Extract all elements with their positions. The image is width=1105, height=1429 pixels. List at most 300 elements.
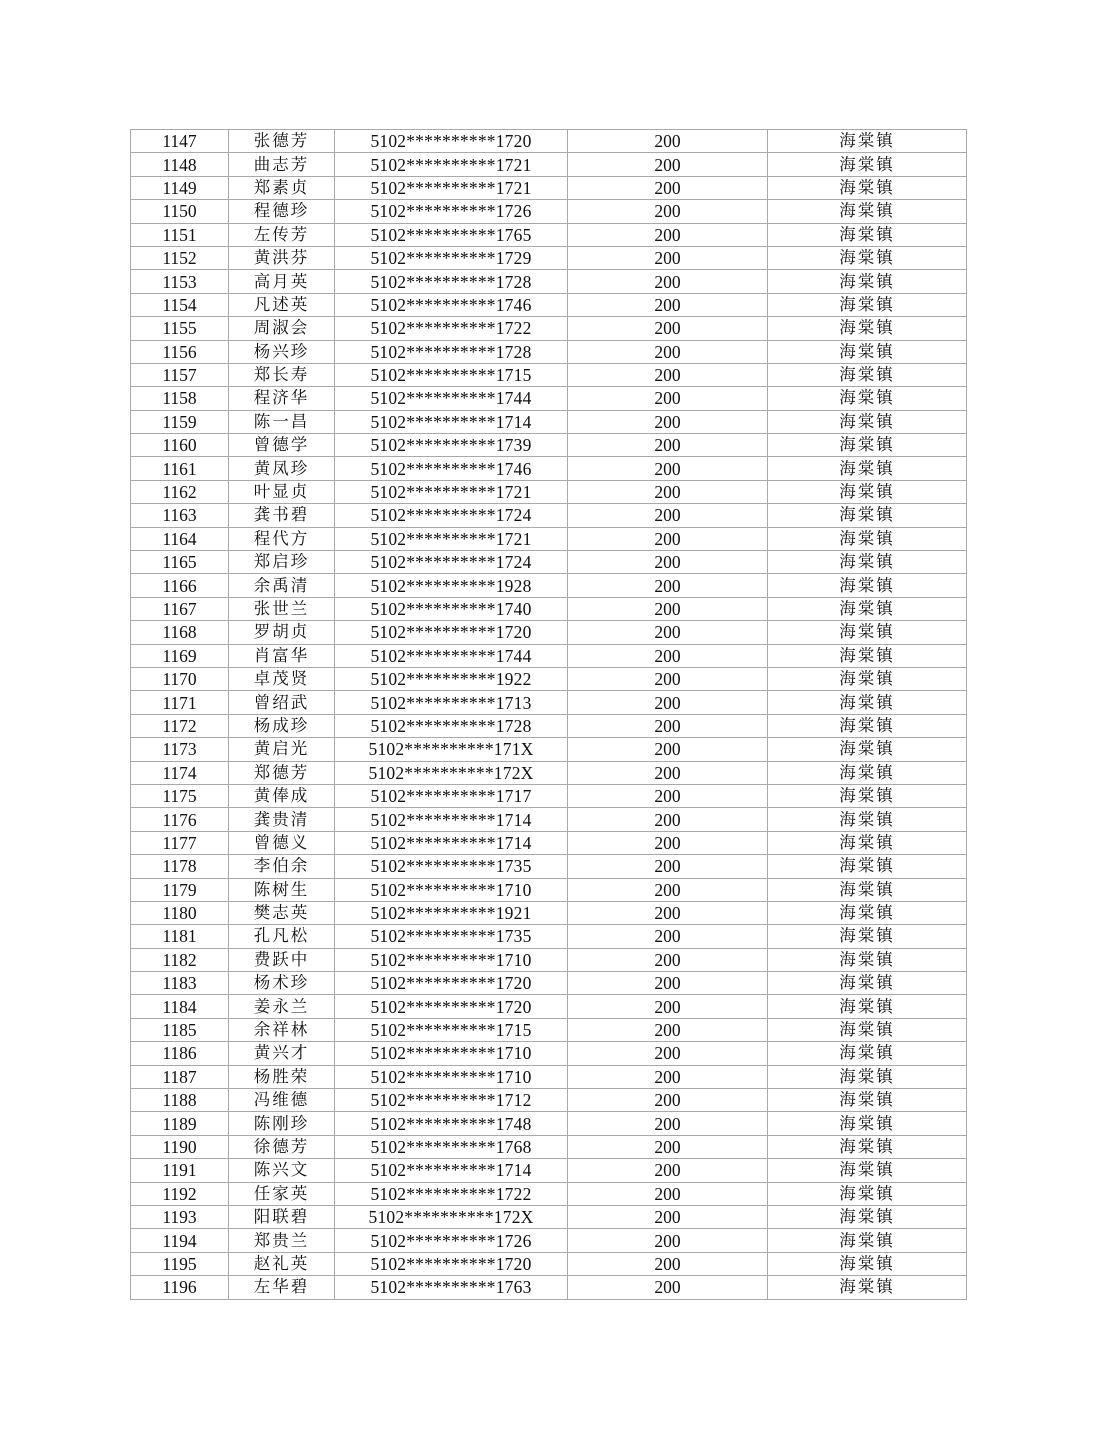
id-number-cell: 5102**********1715 (335, 1018, 568, 1041)
table-row (131, 574, 967, 597)
table-row (131, 714, 967, 737)
table-row (131, 901, 967, 924)
row-number-cell: 1187 (131, 1065, 229, 1088)
row-number-cell: 1168 (131, 621, 229, 644)
table-row (131, 1159, 967, 1182)
row-number-cell: 1149 (131, 176, 229, 199)
town-cell: 海棠镇 (768, 246, 967, 269)
amount-cell: 200 (568, 925, 768, 948)
row-number-cell: 1194 (131, 1229, 229, 1252)
amount-cell: 200 (568, 200, 768, 223)
row-number-cell: 1185 (131, 1018, 229, 1041)
row-number-cell: 1178 (131, 855, 229, 878)
amount-cell: 200 (568, 223, 768, 246)
row-number-cell: 1189 (131, 1112, 229, 1135)
id-number-cell: 5102**********1763 (335, 1276, 568, 1299)
id-number-cell: 5102**********1724 (335, 551, 568, 574)
row-number-cell: 1166 (131, 574, 229, 597)
person-name-cell: 龚贵清 (229, 808, 335, 831)
row-number-cell: 1190 (131, 1135, 229, 1158)
row-number-cell: 1152 (131, 246, 229, 269)
amount-cell: 200 (568, 387, 768, 410)
town-cell: 海棠镇 (768, 317, 967, 340)
person-name-cell: 高月英 (229, 270, 335, 293)
person-name-cell: 张世兰 (229, 597, 335, 620)
town-cell: 海棠镇 (768, 761, 967, 784)
row-number-cell: 1147 (131, 130, 229, 153)
roster-table-container (130, 129, 966, 1300)
town-cell: 海棠镇 (768, 621, 967, 644)
amount-cell: 200 (568, 1089, 768, 1112)
id-number-cell: 5102**********172X (335, 761, 568, 784)
town-cell: 海棠镇 (768, 551, 967, 574)
person-name-cell: 叶显贞 (229, 480, 335, 503)
town-cell: 海棠镇 (768, 480, 967, 503)
amount-cell: 200 (568, 551, 768, 574)
table-row (131, 480, 967, 503)
person-name-cell: 陈一昌 (229, 410, 335, 433)
town-cell: 海棠镇 (768, 738, 967, 761)
row-number-cell: 1173 (131, 738, 229, 761)
amount-cell: 200 (568, 831, 768, 854)
person-name-cell: 周淑会 (229, 317, 335, 340)
amount-cell: 200 (568, 691, 768, 714)
person-name-cell: 左华碧 (229, 1276, 335, 1299)
person-name-cell: 张德芳 (229, 130, 335, 153)
town-cell: 海棠镇 (768, 1089, 967, 1112)
table-row (131, 1252, 967, 1275)
town-cell: 海棠镇 (768, 1018, 967, 1041)
person-name-cell: 冯维德 (229, 1089, 335, 1112)
roster-table-body (131, 130, 967, 1300)
town-cell: 海棠镇 (768, 597, 967, 620)
id-number-cell: 5102**********1729 (335, 246, 568, 269)
amount-cell: 200 (568, 972, 768, 995)
person-name-cell: 郑长寿 (229, 363, 335, 386)
table-row (131, 1229, 967, 1252)
id-number-cell: 5102**********1728 (335, 270, 568, 293)
amount-cell: 200 (568, 1252, 768, 1275)
row-number-cell: 1175 (131, 784, 229, 807)
town-cell: 海棠镇 (768, 855, 967, 878)
table-row (131, 457, 967, 480)
person-name-cell: 黄洪芬 (229, 246, 335, 269)
person-name-cell: 黄启光 (229, 738, 335, 761)
town-cell: 海棠镇 (768, 1135, 967, 1158)
town-cell: 海棠镇 (768, 223, 967, 246)
amount-cell: 200 (568, 667, 768, 690)
row-number-cell: 1172 (131, 714, 229, 737)
town-cell: 海棠镇 (768, 714, 967, 737)
row-number-cell: 1195 (131, 1252, 229, 1275)
amount-cell: 200 (568, 293, 768, 316)
person-name-cell: 凡述英 (229, 293, 335, 316)
id-number-cell: 5102**********1720 (335, 130, 568, 153)
id-number-cell: 5102**********1746 (335, 457, 568, 480)
id-number-cell: 5102**********1713 (335, 691, 568, 714)
id-number-cell: 5102**********1720 (335, 972, 568, 995)
person-name-cell: 程济华 (229, 387, 335, 410)
id-number-cell: 5102**********1740 (335, 597, 568, 620)
person-name-cell: 曾德义 (229, 831, 335, 854)
person-name-cell: 龚书碧 (229, 504, 335, 527)
row-number-cell: 1157 (131, 363, 229, 386)
table-row (131, 808, 967, 831)
amount-cell: 200 (568, 1065, 768, 1088)
amount-cell: 200 (568, 153, 768, 176)
row-number-cell: 1153 (131, 270, 229, 293)
row-number-cell: 1186 (131, 1042, 229, 1065)
table-row (131, 784, 967, 807)
row-number-cell: 1161 (131, 457, 229, 480)
amount-cell: 200 (568, 574, 768, 597)
amount-cell: 200 (568, 855, 768, 878)
table-row (131, 410, 967, 433)
town-cell: 海棠镇 (768, 644, 967, 667)
amount-cell: 200 (568, 1205, 768, 1228)
row-number-cell: 1191 (131, 1159, 229, 1182)
amount-cell: 200 (568, 317, 768, 340)
id-number-cell: 5102**********1721 (335, 527, 568, 550)
person-name-cell: 樊志英 (229, 901, 335, 924)
row-number-cell: 1183 (131, 972, 229, 995)
amount-cell: 200 (568, 504, 768, 527)
id-number-cell: 5102**********1735 (335, 855, 568, 878)
amount-cell: 200 (568, 597, 768, 620)
id-number-cell: 5102**********1922 (335, 667, 568, 690)
row-number-cell: 1179 (131, 878, 229, 901)
table-row (131, 176, 967, 199)
table-row (131, 340, 967, 363)
person-name-cell: 李伯余 (229, 855, 335, 878)
town-cell: 海棠镇 (768, 527, 967, 550)
table-row (131, 504, 967, 527)
row-number-cell: 1158 (131, 387, 229, 410)
amount-cell: 200 (568, 948, 768, 971)
table-row (131, 738, 967, 761)
id-number-cell: 5102**********1714 (335, 1159, 568, 1182)
table-row (131, 925, 967, 948)
town-cell: 海棠镇 (768, 901, 967, 924)
town-cell: 海棠镇 (768, 667, 967, 690)
table-row (131, 153, 967, 176)
amount-cell: 200 (568, 621, 768, 644)
amount-cell: 200 (568, 363, 768, 386)
person-name-cell: 曲志芳 (229, 153, 335, 176)
table-row (131, 1205, 967, 1228)
person-name-cell: 任家英 (229, 1182, 335, 1205)
id-number-cell: 5102**********1735 (335, 925, 568, 948)
person-name-cell: 赵礼英 (229, 1252, 335, 1275)
amount-cell: 200 (568, 457, 768, 480)
id-number-cell: 5102**********1748 (335, 1112, 568, 1135)
id-number-cell: 5102**********1721 (335, 480, 568, 503)
amount-cell: 200 (568, 246, 768, 269)
id-number-cell: 5102**********1710 (335, 878, 568, 901)
person-name-cell: 曾绍武 (229, 691, 335, 714)
table-row (131, 1276, 967, 1299)
id-number-cell: 5102**********1744 (335, 387, 568, 410)
table-row (131, 1182, 967, 1205)
row-number-cell: 1192 (131, 1182, 229, 1205)
row-number-cell: 1176 (131, 808, 229, 831)
person-name-cell: 余祥林 (229, 1018, 335, 1041)
id-number-cell: 5102**********1714 (335, 831, 568, 854)
table-row (131, 527, 967, 550)
row-number-cell: 1155 (131, 317, 229, 340)
person-name-cell: 肖富华 (229, 644, 335, 667)
table-row (131, 293, 967, 316)
row-number-cell: 1184 (131, 995, 229, 1018)
table-row (131, 223, 967, 246)
row-number-cell: 1171 (131, 691, 229, 714)
roster-table (130, 129, 967, 1300)
town-cell: 海棠镇 (768, 1042, 967, 1065)
person-name-cell: 左传芳 (229, 223, 335, 246)
person-name-cell: 杨胜荣 (229, 1065, 335, 1088)
town-cell: 海棠镇 (768, 831, 967, 854)
person-name-cell: 郑贵兰 (229, 1229, 335, 1252)
town-cell: 海棠镇 (768, 434, 967, 457)
table-row (131, 1089, 967, 1112)
amount-cell: 200 (568, 410, 768, 433)
amount-cell: 200 (568, 527, 768, 550)
town-cell: 海棠镇 (768, 387, 967, 410)
person-name-cell: 程代方 (229, 527, 335, 550)
id-number-cell: 5102**********1921 (335, 901, 568, 924)
amount-cell: 200 (568, 808, 768, 831)
row-number-cell: 1154 (131, 293, 229, 316)
row-number-cell: 1165 (131, 551, 229, 574)
id-number-cell: 5102**********1714 (335, 410, 568, 433)
id-number-cell: 5102**********1726 (335, 200, 568, 223)
row-number-cell: 1181 (131, 925, 229, 948)
person-name-cell: 阳联碧 (229, 1205, 335, 1228)
amount-cell: 200 (568, 270, 768, 293)
row-number-cell: 1148 (131, 153, 229, 176)
row-number-cell: 1160 (131, 434, 229, 457)
row-number-cell: 1182 (131, 948, 229, 971)
amount-cell: 200 (568, 1042, 768, 1065)
town-cell: 海棠镇 (768, 130, 967, 153)
person-name-cell: 陈刚珍 (229, 1112, 335, 1135)
town-cell: 海棠镇 (768, 995, 967, 1018)
amount-cell: 200 (568, 878, 768, 901)
person-name-cell: 余禹清 (229, 574, 335, 597)
town-cell: 海棠镇 (768, 1065, 967, 1088)
id-number-cell: 5102**********1717 (335, 784, 568, 807)
amount-cell: 200 (568, 738, 768, 761)
id-number-cell: 5102**********1710 (335, 948, 568, 971)
amount-cell: 200 (568, 130, 768, 153)
amount-cell: 200 (568, 176, 768, 199)
person-name-cell: 杨术珍 (229, 972, 335, 995)
amount-cell: 200 (568, 644, 768, 667)
person-name-cell: 曾德学 (229, 434, 335, 457)
person-name-cell: 杨成珍 (229, 714, 335, 737)
id-number-cell: 5102**********1928 (335, 574, 568, 597)
town-cell: 海棠镇 (768, 293, 967, 316)
row-number-cell: 1159 (131, 410, 229, 433)
amount-cell: 200 (568, 761, 768, 784)
person-name-cell: 黄兴才 (229, 1042, 335, 1065)
town-cell: 海棠镇 (768, 457, 967, 480)
id-number-cell: 5102**********1721 (335, 153, 568, 176)
town-cell: 海棠镇 (768, 1229, 967, 1252)
amount-cell: 200 (568, 1112, 768, 1135)
table-row (131, 855, 967, 878)
table-row (131, 1065, 967, 1088)
amount-cell: 200 (568, 340, 768, 363)
amount-cell: 200 (568, 1182, 768, 1205)
person-name-cell: 郑启珍 (229, 551, 335, 574)
id-number-cell: 5102**********1714 (335, 808, 568, 831)
table-row (131, 621, 967, 644)
id-number-cell: 5102**********1712 (335, 1089, 568, 1112)
id-number-cell: 5102**********1768 (335, 1135, 568, 1158)
amount-cell: 200 (568, 1018, 768, 1041)
row-number-cell: 1174 (131, 761, 229, 784)
row-number-cell: 1170 (131, 667, 229, 690)
amount-cell: 200 (568, 784, 768, 807)
row-number-cell: 1177 (131, 831, 229, 854)
person-name-cell: 徐德芳 (229, 1135, 335, 1158)
row-number-cell: 1167 (131, 597, 229, 620)
id-number-cell: 5102**********1710 (335, 1042, 568, 1065)
table-row (131, 270, 967, 293)
table-row (131, 948, 967, 971)
row-number-cell: 1193 (131, 1205, 229, 1228)
row-number-cell: 1164 (131, 527, 229, 550)
town-cell: 海棠镇 (768, 878, 967, 901)
id-number-cell: 5102**********1728 (335, 340, 568, 363)
table-row (131, 1042, 967, 1065)
id-number-cell: 5102**********1739 (335, 434, 568, 457)
town-cell: 海棠镇 (768, 504, 967, 527)
id-number-cell: 5102**********1721 (335, 176, 568, 199)
id-number-cell: 5102**********1710 (335, 1065, 568, 1088)
town-cell: 海棠镇 (768, 176, 967, 199)
town-cell: 海棠镇 (768, 972, 967, 995)
amount-cell: 200 (568, 1159, 768, 1182)
town-cell: 海棠镇 (768, 270, 967, 293)
id-number-cell: 5102**********1724 (335, 504, 568, 527)
id-number-cell: 5102**********1765 (335, 223, 568, 246)
table-row (131, 363, 967, 386)
town-cell: 海棠镇 (768, 808, 967, 831)
table-row (131, 387, 967, 410)
amount-cell: 200 (568, 434, 768, 457)
table-row (131, 551, 967, 574)
town-cell: 海棠镇 (768, 948, 967, 971)
table-row (131, 644, 967, 667)
town-cell: 海棠镇 (768, 925, 967, 948)
town-cell: 海棠镇 (768, 1276, 967, 1299)
row-number-cell: 1180 (131, 901, 229, 924)
id-number-cell: 5102**********1720 (335, 621, 568, 644)
row-number-cell: 1151 (131, 223, 229, 246)
row-number-cell: 1196 (131, 1276, 229, 1299)
amount-cell: 200 (568, 1135, 768, 1158)
amount-cell: 200 (568, 1229, 768, 1252)
person-name-cell: 陈树生 (229, 878, 335, 901)
id-number-cell: 5102**********171X (335, 738, 568, 761)
id-number-cell: 5102**********1728 (335, 714, 568, 737)
person-name-cell: 黄凤珍 (229, 457, 335, 480)
town-cell: 海棠镇 (768, 784, 967, 807)
amount-cell: 200 (568, 714, 768, 737)
table-row (131, 667, 967, 690)
id-number-cell: 5102**********1746 (335, 293, 568, 316)
row-number-cell: 1156 (131, 340, 229, 363)
person-name-cell: 孔凡松 (229, 925, 335, 948)
table-row (131, 995, 967, 1018)
town-cell: 海棠镇 (768, 1182, 967, 1205)
id-number-cell: 5102**********1722 (335, 1182, 568, 1205)
person-name-cell: 程德珍 (229, 200, 335, 223)
table-row (131, 317, 967, 340)
id-number-cell: 5102**********1720 (335, 1252, 568, 1275)
table-row (131, 1018, 967, 1041)
town-cell: 海棠镇 (768, 574, 967, 597)
town-cell: 海棠镇 (768, 1159, 967, 1182)
town-cell: 海棠镇 (768, 1252, 967, 1275)
town-cell: 海棠镇 (768, 153, 967, 176)
town-cell: 海棠镇 (768, 691, 967, 714)
table-row (131, 434, 967, 457)
person-name-cell: 郑素贞 (229, 176, 335, 199)
id-number-cell: 5102**********1744 (335, 644, 568, 667)
table-row (131, 1112, 967, 1135)
table-row (131, 831, 967, 854)
town-cell: 海棠镇 (768, 1205, 967, 1228)
table-row (131, 597, 967, 620)
id-number-cell: 5102**********1715 (335, 363, 568, 386)
table-row (131, 246, 967, 269)
amount-cell: 200 (568, 901, 768, 924)
person-name-cell: 陈兴文 (229, 1159, 335, 1182)
person-name-cell: 杨兴珍 (229, 340, 335, 363)
id-number-cell: 5102**********172X (335, 1205, 568, 1228)
table-row (131, 878, 967, 901)
table-row (131, 200, 967, 223)
amount-cell: 200 (568, 480, 768, 503)
town-cell: 海棠镇 (768, 410, 967, 433)
person-name-cell: 郑德芳 (229, 761, 335, 784)
person-name-cell: 罗胡贞 (229, 621, 335, 644)
person-name-cell: 费跃中 (229, 948, 335, 971)
row-number-cell: 1188 (131, 1089, 229, 1112)
id-number-cell: 5102**********1722 (335, 317, 568, 340)
town-cell: 海棠镇 (768, 340, 967, 363)
row-number-cell: 1162 (131, 480, 229, 503)
person-name-cell: 姜永兰 (229, 995, 335, 1018)
row-number-cell: 1169 (131, 644, 229, 667)
table-row (131, 972, 967, 995)
table-row (131, 761, 967, 784)
table-row (131, 130, 967, 153)
amount-cell: 200 (568, 995, 768, 1018)
row-number-cell: 1150 (131, 200, 229, 223)
table-row (131, 1135, 967, 1158)
row-number-cell: 1163 (131, 504, 229, 527)
town-cell: 海棠镇 (768, 363, 967, 386)
table-row (131, 691, 967, 714)
person-name-cell: 卓茂贤 (229, 667, 335, 690)
amount-cell: 200 (568, 1276, 768, 1299)
person-name-cell: 黄俸成 (229, 784, 335, 807)
id-number-cell: 5102**********1720 (335, 995, 568, 1018)
